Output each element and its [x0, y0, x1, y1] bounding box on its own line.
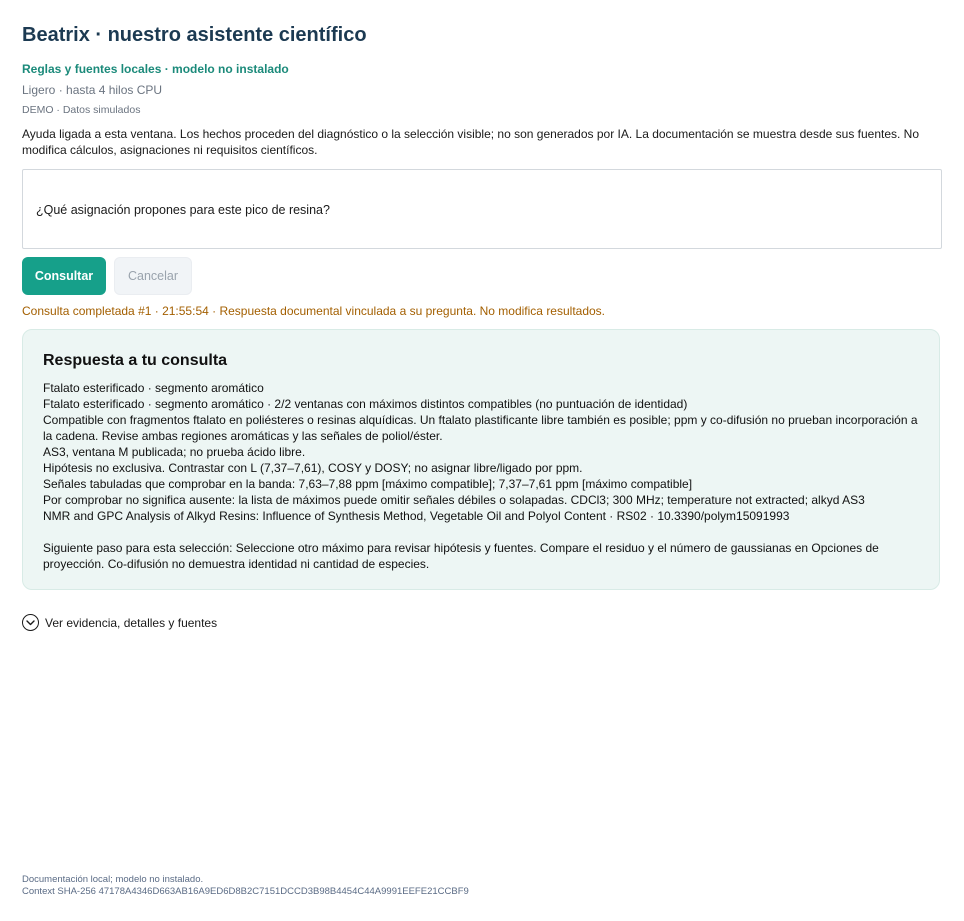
answer-line: Señales tabuladas que comprobar en la banda: 7,63–7,88 ppm [máximo compatible]; 7,37–7,61 ppm [máximo compatible]	[43, 477, 693, 491]
evidence-label: Ver evidencia, detalles y fuentes	[45, 615, 218, 630]
cancel-button[interactable]: Cancelar	[114, 257, 192, 295]
mode-subtitle: Reglas y fuentes locales · modelo no instalado	[22, 62, 289, 76]
answer-card	[22, 329, 940, 590]
answer-body	[43, 380, 923, 572]
footer-doc-note: Documentación local; modelo no instalado.	[22, 874, 204, 885]
footer-context-hash: Context SHA-256 47178A4346D663AB16A9ED6D8B2C7151DCCD3B98B4454C44A9991EEFE21CCBF9	[22, 886, 469, 897]
next-step-text: Siguiente paso para esta selección: Seleccione otro máximo para revisar hipótesis y fuentes. Compare el residuo y el número de gaussianas en Opciones de proyección. Co-difusión no demuestra identidad ni cantidad de especies.	[43, 541, 879, 571]
answer-line: Compatible con fragmentos ftalato en poliésteres o resinas alquídicas. Un ftalato plastificante libre también es posible; ppm y co-difusión no prueban incorporación a la cadena. Revise ambas regiones aromáticas y las señales de poliol/éster.	[43, 413, 918, 443]
demo-badge: DEMO · Datos simulados	[22, 104, 141, 116]
page-title: Beatrix · nuestro asistente científico	[22, 24, 367, 46]
answer-line: Ftalato esterificado · segmento aromático · 2/2 ventanas con máximos distintos compatibles (no puntuación de identidad)	[43, 397, 688, 411]
answer-spacer	[43, 524, 923, 540]
chevron-down-circle-icon	[22, 614, 39, 631]
answer-title: Respuesta a tu consulta	[43, 352, 228, 369]
answer-line: AS3, ventana M publicada; no prueba ácido libre.	[43, 445, 306, 459]
answer-line: Hipótesis no exclusiva. Contrastar con L (7,37–7,61), COSY y DOSY; no asignar libre/ligado por ppm.	[43, 461, 583, 475]
answer-line: Ftalato esterificado · segmento aromático	[43, 381, 264, 395]
answer-line: NMR and GPC Analysis of Alkyd Resins: Influence of Synthesis Method, Vegetable Oil and Polyol Content · RS02 · 10.3390/polym15091993	[43, 509, 790, 523]
answer-line: Por comprobar no significa ausente: la lista de máximos puede omitir señales débiles o solapadas. CDCl3; 300 MHz; temperature not extracted; alkyd AS3	[43, 493, 865, 507]
evidence-toggle[interactable]	[22, 614, 217, 631]
compute-info: Ligero · hasta 4 hilos CPU	[22, 83, 163, 97]
status-message: Consulta completada #1 · 21:55:54 · Respuesta documental vinculada a su pregunta. No modifica resultados.	[22, 304, 606, 318]
submit-button[interactable]: Consultar	[22, 257, 106, 295]
panel-description: Ayuda ligada a esta ventana. Los hechos proceden del diagnóstico o la selección visible; no son generados por IA. La documentación se muestra desde sus fuentes. No modifica cálculos, asignaciones ni requisitos científicos.	[22, 127, 920, 157]
question-text: ¿Qué asignación propones para este pico de resina?	[36, 203, 330, 217]
question-input[interactable]	[22, 169, 942, 249]
